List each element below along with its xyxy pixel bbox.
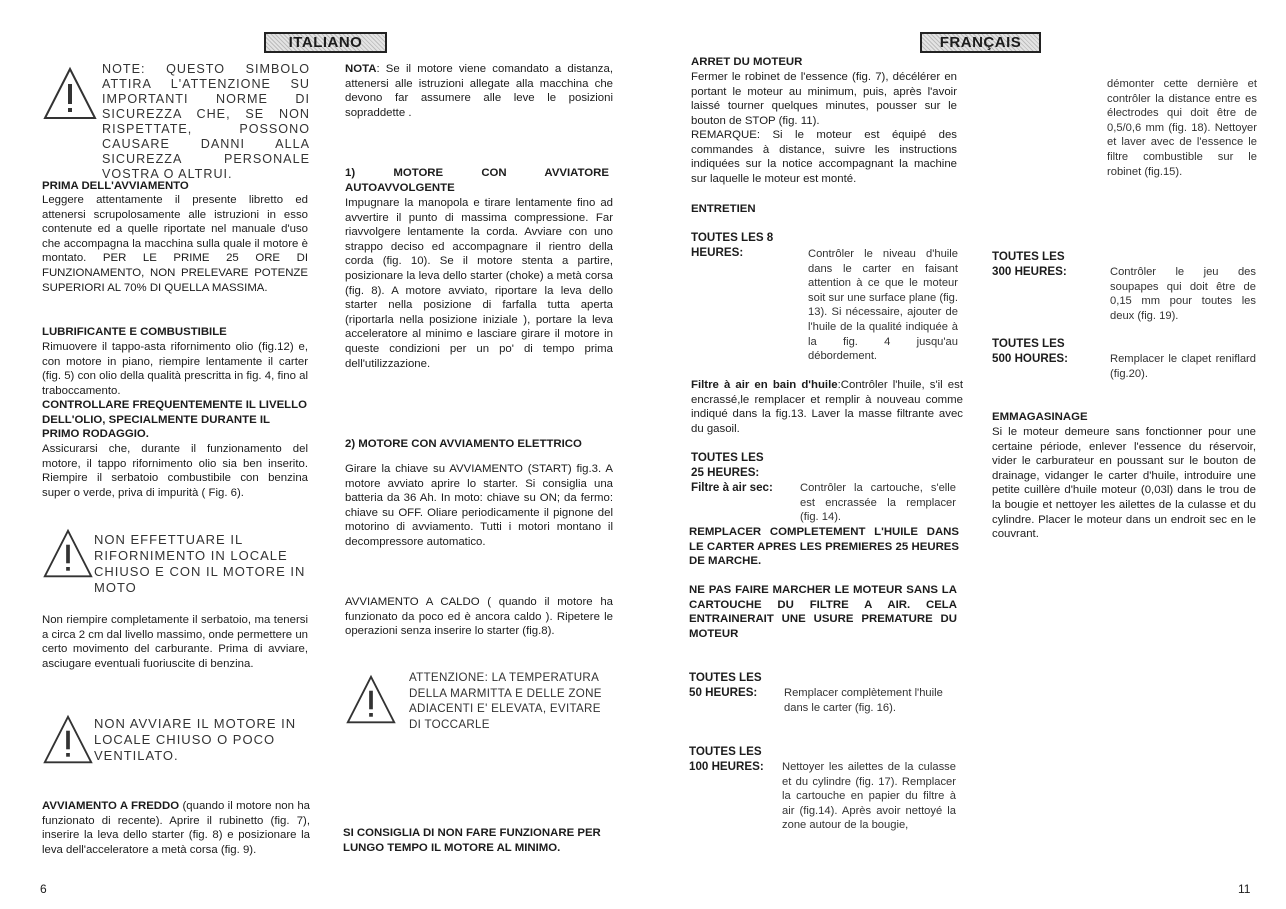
filtre-block [691, 378, 963, 436]
h300-label: TOUTES LES 300 HEURES: [992, 250, 1067, 278]
h25-label: TOUTES LES 25 HEURES: [691, 451, 764, 479]
h100-label: TOUTES LES 100 HEURES: [689, 745, 764, 773]
h100-continued: démonter cette dernière et contrôler la distance entre es électrodes qui doit être de 0,5/0,6 mm (fig. 18). Nettoyer et laver avec de l'essence le filtre combustible sur le robinet (fig.15). [1107, 78, 1257, 178]
warning-temp-text: ATTENZIONE: LA TEMPERATURA DELLA MARMITTA E DELLE ZONE ADIACENTI E' ELEVATA, EVITARE DI TOCCARLE [409, 671, 602, 731]
h50-text: Remplacer complètement l'huile dans le carter (fig. 16). [784, 687, 943, 714]
prima-text: Leggere attentamente il presente libretto ed attenersi scrupolosamente alle istruzioni in esso contenute ed a quelle riportate nel manuale d'uso che accompagna la macchina sulla quale il motore è montato. PER LE PRIME 25 ORE DI FUNZIONAMENTO, NON PRELEVARE POTENZE SUPERIORI AL 70% DI QUELLA MASSIMA. [42, 194, 308, 294]
emma-title: EMMAGASINAGE [992, 411, 1088, 423]
warning-chiuso-text: NON AVVIARE IL MOTORE IN LOCALE CHIUSO O POCO VENTILATO. [94, 716, 297, 763]
warning-rifornimento-text: NON EFFETTUARE IL RIFORNIMENTO IN LOCALE CHIUSO E CON IL MOTORE IN MOTO [94, 532, 306, 595]
m2-title: 2) MOTORE CON AVVIAMENTO ELETTRICO [345, 438, 582, 450]
freddo-title: AVVIAMENTO A FREDDO [42, 800, 180, 812]
warning-triangle-icon [42, 714, 94, 766]
warning-triangle-icon [345, 674, 397, 726]
entretien-title: ENTRETIEN [691, 203, 756, 215]
caldo-text: AVVIAMENTO A CALDO ( quando il motore ha funzionato da poco ed è ancora caldo ). Ripetere le operazioni senza inserire lo starter (fig.8). [345, 596, 613, 638]
italiano-header: ITALIANO [264, 32, 387, 53]
prima-title: PRIMA DELL'AVVIAMENTO [42, 180, 189, 192]
lubri-text: Rimuovere il tappo-asta rifornimento olio (fig.12) e, con motore in piano, riempire lentamente il carter (fig. 5) con olio della qualità prescritta in fig. 4, fino al traboccamento. [42, 341, 308, 397]
m1-title: 1) MOTORE CON AVVIATORE AUTOAVVOLGENTE [345, 167, 609, 194]
minimo-text: SI CONSIGLIA DI NON FARE FUNZIONARE PER LUNGO TEMPO IL MOTORE AL MINIMO. [343, 827, 601, 854]
h50-label: TOUTES LES 50 HEURES: [689, 671, 762, 699]
arret-text: Fermer le robinet de l'essence (fig. 7), décélérer en portant le moteur au minimum, puis, après l'avoir laissé tourner quelques minutes, pousser sur le bouton de STOP (fig. 11). [691, 71, 957, 127]
warning-triangle-icon [42, 528, 94, 580]
arret-title: ARRET DU MOTEUR [691, 56, 803, 68]
h8-text: Contrôler le niveau d'huile dans le carter en faisant attention à ce que le moteur soit sur une surface plane (fig. 13). Si nécessaire, ajouter de l'huile de la qualité indiquée à la fig. 4 jusqu'au débordement. [808, 248, 958, 363]
remplacer-text: REMPLACER COMPLETEMENT L'HUILE DANS LE CARTER APRES LES PREMIERES 25 HEURES DE MARCHE. [689, 526, 959, 568]
lubri-title: LUBRIFICANTE E COMBUSTIBILE [42, 326, 227, 338]
ne-pas-text: NE PAS FAIRE MARCHER LE MOTEUR SANS LA CARTOUCHE DU FILTRE A AIR. CELA ENTRAINERAIT UNE USURE PREMATURE DU MOTEUR [689, 584, 957, 640]
filtre-bold: Filtre à air en bain d'huile [691, 379, 838, 391]
h25-text: Contrôler la cartouche, s'elle est encrassée la remplacer (fig. 14). [800, 482, 956, 524]
francais-header: FRANÇAIS [920, 32, 1041, 53]
m2-text: Girare la chiave su AVVIAMENTO (START) fig.3. A motore avviato aprire lo starter. Si consiglia una batteria da 36 Ah. In moto: chiave su ON; da fermo: chiave su OFF. Oliare periodicamente il pignone del motorino di avviamento. Tutti i motori montano il decompressore automatico. [345, 463, 613, 548]
nota-text: : Se il motore viene comandato a distanza, attenersi alle istruzioni allegate alla macchina che devono far assumere alle leve le posizioni sopraddette . [345, 63, 613, 119]
page-number-left: 6 [40, 882, 47, 896]
freddo-block [42, 799, 310, 857]
h300-text: Contrôler le jeu des soupapes qui doit être de 0,15 mm pour toutes les deux (fig. 19). [1110, 266, 1256, 322]
nota-block [345, 62, 613, 120]
filtre-text: :Contrôler l'huile, s'il est encrassé,le remplacer et remplir à nouveau comme indiqué dans la fig.13. Laver la masse filtrante avec du gasoil. [691, 379, 963, 435]
h25-sub: Filtre à air sec: [691, 481, 773, 494]
warning-temp-block [345, 670, 615, 732]
h500-text: Remplacer le clapet reniflard (fig.20). [1110, 353, 1256, 380]
warning-chiuso-block [42, 714, 312, 770]
nota-label: NOTA [345, 63, 377, 75]
h8-label: TOUTES LES 8 HEURES: [691, 231, 774, 259]
freddo-text: (quando il motore non ha funzionato di recente). Aprire il rubinetto (fig. 7), inserire la leva dello starter (fig. 8) e posizionare la leva dell'acceleratore a metà corsa (fig. 9). [42, 800, 310, 856]
non-riempire-text: Non riempire completamente il serbatoio, ma tenersi a circa 2 cm dal livello massimo, onde permettere un certo movimento del carburante. Prima di avviare, asciugare eventuali fuoriuscite di benzina. [42, 614, 308, 670]
m1-text: Impugnare la manopola e tirare lentamente fino ad avvertire il punto di massima compressione. Far riavvolgere lentamente la corda. Avviare con uno strappo deciso ed accompagnare il rientro della corda (fig. 10). Se il motore stenta a partire, posizionare la leva dello starter (choke) a metà corsa (fig. 8). A motore avviato, riportare la leva dello starter nella posizione di farfalla tutta aperta (riportarla nella posizione iniziale ), portare la leva acceleratore al minimo e lasciare girare il motore in queste condizioni per un po' di tempo prima dell'utilizzazione. [345, 197, 613, 370]
lubri-bold: CONTROLLARE FREQUENTEMENTE IL LIVELLO DELL'OLIO, SPECIALMENTE DURANTE IL PRIMO RODAGGIO. [42, 399, 307, 441]
remarque-text: REMARQUE: Si le moteur est équipé des commandes à distance, suivre les instructions indiquées sur la notice accompagnant la machine sur laquelle le moteur est monté. [691, 129, 957, 185]
warning-triangle-icon [42, 66, 98, 122]
lubri-text2: Assicurarsi che, durante il funzionamento del motore, il tappo rifornimento olio sia ben inserito. Riempire il serbatoio combustibile con benzina super o verde, priva di impurità ( Fig. 6). [42, 443, 308, 499]
h100-text: Nettoyer les ailettes de la culasse et du cylindre (fig. 17). Remplacer la cartouche en papier du filtre à air (fig.14). Après avoir nettoyé la zone autour de la bougie, [782, 761, 956, 832]
warning-rifornimento-block [42, 528, 312, 595]
warning-note-block [42, 60, 312, 181]
page-number-right: 11 [1238, 882, 1251, 896]
emma-text: Si le moteur demeure sans fonctionner pour une certaine période, enlever l'essence du réservoir, vider le carburateur en poussant sur le bouton de drainage, vidanger le carter d'huile, introduire une petite cuillère d'huile moteur (0,03l) dans le trou de la bougie et nettoyer les ailettes de la culasse et du cylindre. Placer le moteur dans un endroit sec en le couvrant. [992, 426, 1256, 541]
warning-note-text: NOTE: QUESTO SIMBOLO ATTIRA L'ATTENZIONE SU IMPORTANTI NORME DI SICUREZZA CHE, SE NON RISPETTATE, POSSONO CAUSARE DANNI ALLA SICUREZZA PERSONALE VOSTRA O ALTRUI. [102, 62, 310, 181]
h500-label: TOUTES LES 500 HOURES: [992, 337, 1069, 365]
